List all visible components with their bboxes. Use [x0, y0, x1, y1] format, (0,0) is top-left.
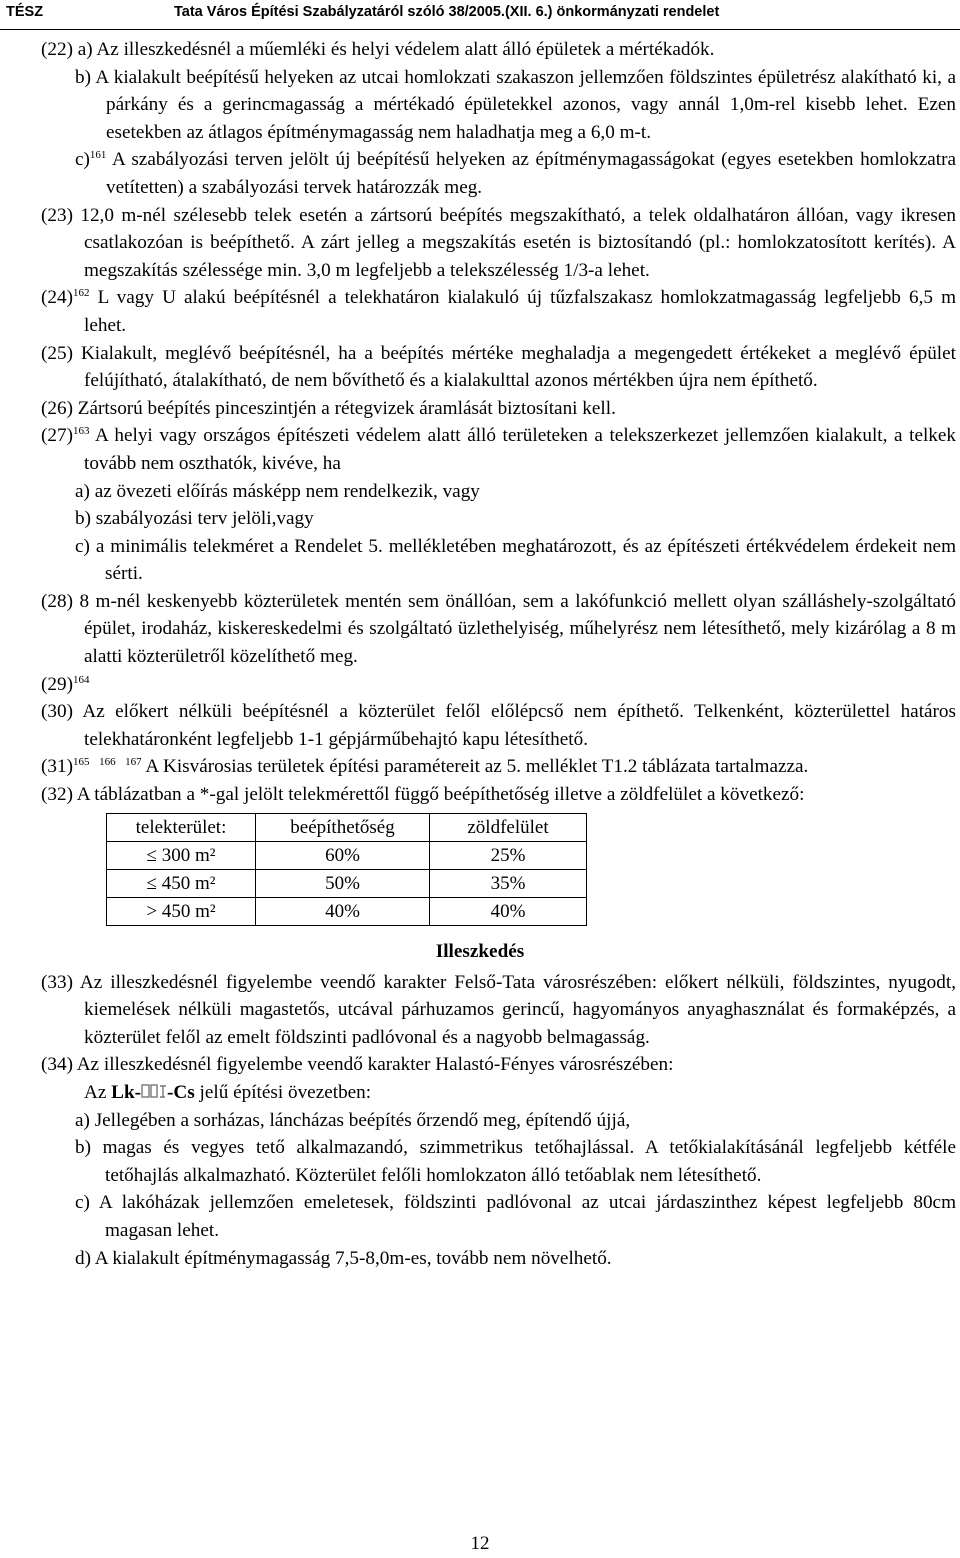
garbled-glyph-icon [141, 1082, 167, 1100]
paragraph-22b: b) A kialakult beépítésű helyeken az utcai homlokzati szakaszon jellemzően földszintes épületrész alakítható ki, a párkány és a gerincmagasság a mértékadó épületekkel azonos, vagy annál 1,0m-rel kisebb lehet. Ezen esetekben az átlagos építménymagasság nem haladhatja meg a 6,0 m-t. [75, 66, 956, 143]
paragraph-25: (25) Kialakult, meglévő beépítésnél, ha a beépítés mértéke meghaladja a megengedett értékeket a meglévő épület felújítható, átalakítható, de nem bővíthető és a kialakulttal azonos mértékben újra nem építhető. [41, 342, 956, 392]
table-row [107, 841, 587, 869]
paragraph-27: $(27)^{163}$ A helyi vagy országos építészeti védelem alatt álló területeken a telekszerkezet jellemzően kialakult, a telkek tovább nem oszthatók, kivéve, ha [41, 425, 956, 474]
footnote-163: 163 [72, 425, 90, 438]
table-header-cell: beépíthetőség [256, 813, 430, 841]
table-row [107, 897, 587, 925]
paragraph-26: (26) Zártsorú beépítés pinceszintjén a rétegvizek áramlását biztosítani kell. [41, 397, 616, 419]
footnote-165: 165 [72, 756, 90, 769]
header-rule [0, 29, 960, 30]
coverage-table [106, 813, 587, 926]
paragraph-34b: b) magas és vegyes tető alkalmazandó, szimmetrikus tetőhajlással. A tetőkialakításánál legfeljebb kétféle tetőhajlás alkalmazható. Közterület felőli homlokzaton álló tetőablak nem létesíthető. [75, 1137, 956, 1186]
page-number: 12 [470, 1533, 490, 1554]
table-cell: 35% [430, 869, 587, 897]
paragraph-30: (30) Az előkert nélküli beépítésnél a közterület felől előlépcső nem építhető. Telkenként, közterülettel határos telekhatáronként legfeljebb 1-1 gépjárműbehajtó kapu létesíthető. [41, 701, 956, 750]
document-body [0, 36, 960, 1272]
paragraph-22c: c)$^{161}$ A szabályozási terven jelölt új beépítésű helyeken az építménymagasságokat (egyes esetekben homlokzatra vetítetten) a szabályozási tervek határozzák meg. [75, 149, 956, 198]
paragraph-34: (34) Az illeszkedésnél figyelembe veendő karakter Halastó-Fényes városrészében: [41, 1054, 674, 1076]
footnote-161: 161 [89, 149, 107, 162]
table-cell: > 450 m² [107, 897, 256, 925]
paragraph-33: (33) Az illeszkedésnél figyelembe veendő karakter Felső-Tata városrészében: előkert nélküli, földszintes, nyugodt, kiemelések nélküli magastetős, utcával párhuzamos gerincű, hagyományos anyaghasználat és formaképzés, a közterület felől az emelt földszinti padlóvonal és a nagyobb belmagasság. [41, 971, 956, 1048]
table-cell: 40% [256, 897, 430, 925]
paragraph-28: (28) 8 m-nél keskenyebb közterületek mentén sem önállóan, sem a lakófunkció mellett olyan szálláshely-szolgáltató épület, irodaház, kiskereskedelmi és szolgáltató üzlethelyiség, műhelyrész nem létesíthető, mely kizárólag a 8 m alatti közterületről közelíthető meg. [41, 590, 956, 668]
paragraph-34c: c) A lakóházak jellemzően emeletesek, földszinti padlóvonal az utcai járdaszinthez képest legfeljebb 80cm magasan lehet. [75, 1192, 956, 1241]
footnote-167: 167 [125, 756, 142, 769]
paragraph-22a: (22) a) Az illeszkedésnél a műemléki és helyi védelem alatt álló épületek a mértékadók. [41, 39, 715, 60]
table-row [107, 869, 587, 897]
paragraph-34-zone: Az Lk- -Cs jelű építési övezetben: [84, 1082, 372, 1103]
footnote-164: 164 [72, 673, 90, 686]
footnote-162: 162 [72, 287, 90, 300]
table-cell: 25% [430, 841, 587, 869]
paragraph-27b: b) szabályozási terv jelöli,vagy [75, 508, 314, 530]
paragraph-23: (23) 12,0 m-nél szélesebb telek esetén a zártsorú beépítés megszakítható, a telek oldalhatáron állóan, vagy ikresen csatlakozóan is beépíthető. A zárt jelleg a megszakítás esetén is biztosítandó (pl.: homlokzatosított kerítés). A megszakítás szélessége min. 3,0 m legfeljebb a telekszélesség 1/3-a lehet. [41, 204, 956, 281]
paragraph-32: (32) A táblázatban a *-gal jelölt telekmérettől függő beépíthetőség illetve a zöldfelület a következő: [41, 784, 805, 806]
header-title: Tata Város Építési Szabályzatáról szóló 38/2005.(XII. 6.) önkormányzati rendelet [174, 4, 720, 20]
paragraph-27c: c) a minimális telekméret a Rendelet 5. mellékletében meghatározott, és az építészeti értékvédelem érdekeit nem sérti. [75, 535, 956, 585]
table-cell: 40% [430, 897, 587, 925]
table-cell: ≤ 300 m² [107, 841, 256, 869]
table-cell: ≤ 450 m² [107, 869, 256, 897]
header-short-title: TÉSZ [6, 4, 44, 20]
table-header-cell: telekterület: [107, 813, 256, 841]
paragraph-27a: a) az övezeti előírás másképp nem rendelkezik, vagy [75, 480, 480, 502]
table-cell: 60% [256, 841, 430, 869]
footnote-166: 166 [99, 756, 116, 769]
table-cell: 50% [256, 869, 430, 897]
paragraph-29: $(29)^{164}$ [41, 673, 90, 695]
paragraph-31: $(31)^{165}$ $^{166}$ $^{167}$ A Kisvárosias területek építési paramétereit az 5. melléklet T1.2 táblázata tartalmazza. [41, 756, 809, 778]
paragraph-34a: a) Jellegében a sorházas, láncházas beépítés őrzendő meg, építendő újjá, [75, 1109, 631, 1131]
page-header [0, 0, 960, 30]
paragraph-34d: d) A kialakult építménymagasság 7,5-8,0m-es, tovább nem növelhető. [75, 1247, 612, 1269]
table-header-cell: zöldfelület [430, 813, 587, 841]
table-header-row [107, 813, 587, 841]
paragraph-24: $(24)^{162}$ L vagy U alakú beépítésnél a telekhatáron kialakuló új tűzfalszakasz homlokzatmagasság legfeljebb 6,5 m lehet. [41, 287, 956, 336]
section-heading: Illeszkedés [435, 940, 525, 962]
